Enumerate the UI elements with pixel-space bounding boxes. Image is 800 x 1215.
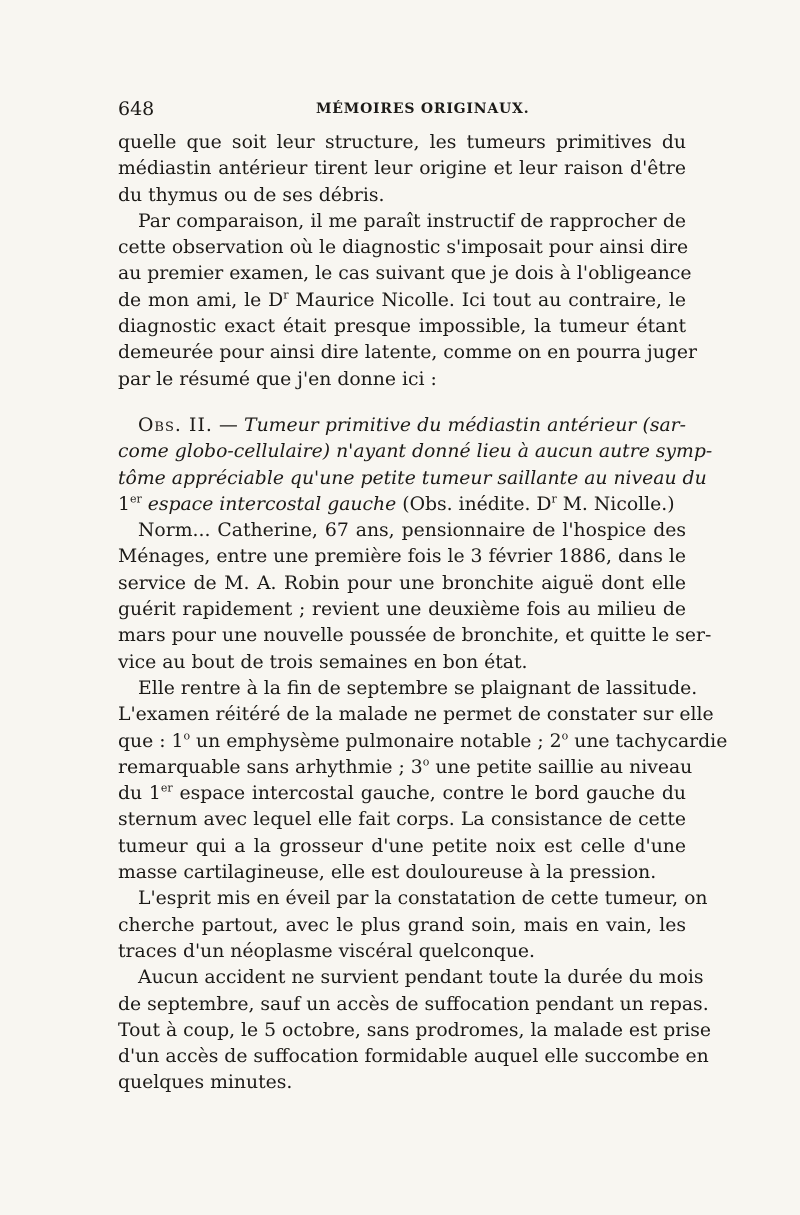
- text-line: Par comparaison, il me paraît instructif de rapprocher de: [138, 210, 686, 232]
- text-line: Ménages, entre une première fois le 3 février 1886, dans le: [118, 546, 686, 568]
- text-line: Norm... Catherine, 67 ans, pensionnaire de l'hospice des: [138, 520, 686, 542]
- running-head: MÉMOIRES ORIGINAUX.: [316, 101, 530, 117]
- text-line: 1er espace intercostal gauche (Obs. inédite. $D^r$ M. Nicolle.): [118, 492, 675, 515]
- paragraph-4: [118, 676, 728, 886]
- text-line: guérit rapidement ; revient une deuxième fois au milieu de: [118, 599, 686, 621]
- text-line: au premier examen, le cas suivant que je dois à l'obligeance: [118, 263, 692, 285]
- text-line: Aucun accident ne survient pendant toute la durée du mois: [138, 967, 704, 989]
- text-line: quelle que soit leur structure, les tumeurs primitives du: [118, 132, 686, 153]
- text-line: remarquable sans arhythmie ; 3$^o$ une petite saillie au niveau: [118, 755, 693, 778]
- text-line: du thymus ou de ses débris.: [118, 184, 385, 206]
- text-line: par le résumé que j'en donne ici :: [118, 368, 437, 390]
- text-line: diagnostic exact était presque impossible, la tumeur étant: [118, 316, 686, 338]
- section-gap: [118, 393, 686, 413]
- paragraph-5: [118, 886, 708, 965]
- text-line: d'un accès de suffocation formidable auquel elle succombe en: [118, 1046, 709, 1068]
- text-line: que : 1$^o$ un emphysème pulmonaire notable ; 2$^o$ une tachycardie: [118, 729, 728, 752]
- text-line: vice au bout de trois semaines en bon état.: [118, 651, 528, 673]
- text-line: cette observation où le diagnostic s'imposait pour ainsi dire: [118, 237, 689, 259]
- text-line: cherche partout, avec le plus grand soin, mais en vain, les: [118, 914, 686, 936]
- text-line: service de M. A. Robin pour une bronchite aiguë dont elle: [118, 572, 686, 594]
- paragraph-2: [118, 209, 697, 393]
- body-text: [118, 130, 728, 1097]
- text-line: mars pour une nouvelle poussée de bronchite, et quitte le ser-: [118, 625, 712, 647]
- observation-heading: [118, 413, 713, 518]
- text-line: sternum avec lequel elle fait corps. La consistance de cette: [118, 809, 686, 831]
- text-line: Obs. II. — Tumeur primitive du médiastin antérieur (sar-: [138, 414, 686, 436]
- paragraph-6: [118, 965, 711, 1096]
- text-line: de septembre, sauf un accès de suffocation pendant un repas.: [118, 993, 709, 1015]
- text-line: demeurée pour ainsi dire latente, comme on en pourra juger: [118, 342, 697, 364]
- text-line: du 1er espace intercostal gauche, contre le bord gauche du: [118, 781, 686, 805]
- page-number: 648: [118, 98, 155, 120]
- text-line: de mon ami, le $D^r$ Maurice Nicolle. Ici tout au contraire, le: [118, 288, 686, 311]
- text-line: Elle rentre à la fin de septembre se plaignant de lassitude.: [138, 677, 698, 699]
- text-line: quelques minutes.: [118, 1072, 293, 1094]
- text-line: tumeur qui a la grosseur d'une petite noix est celle d'une: [118, 835, 686, 857]
- text-line: traces d'un néoplasme viscéral quelconque.: [118, 940, 535, 962]
- text-line: come globo-cellulaire) n'ayant donné lieu à aucun autre symp-: [118, 441, 713, 463]
- text-line: Tout à coup, le 5 octobre, sans prodromes, la malade est prise: [118, 1019, 711, 1041]
- paragraph-3: [118, 518, 712, 676]
- page-header: [118, 98, 688, 126]
- text-line: médiastin antérieur tirent leur origine et leur raison d'être: [118, 158, 686, 180]
- text-line: masse cartilagineuse, elle est douloureuse à la pression.: [118, 862, 657, 884]
- observation-label: Obs. II.: [138, 414, 213, 436]
- text-line: L'examen réitéré de la malade ne permet de constater sur elle: [118, 704, 714, 726]
- paragraph-1: [118, 130, 686, 209]
- text-line: L'esprit mis en éveil par la constatation de cette tumeur, on: [138, 888, 708, 910]
- text-line: tôme appréciable qu'une petite tumeur saillante au niveau du: [118, 467, 707, 489]
